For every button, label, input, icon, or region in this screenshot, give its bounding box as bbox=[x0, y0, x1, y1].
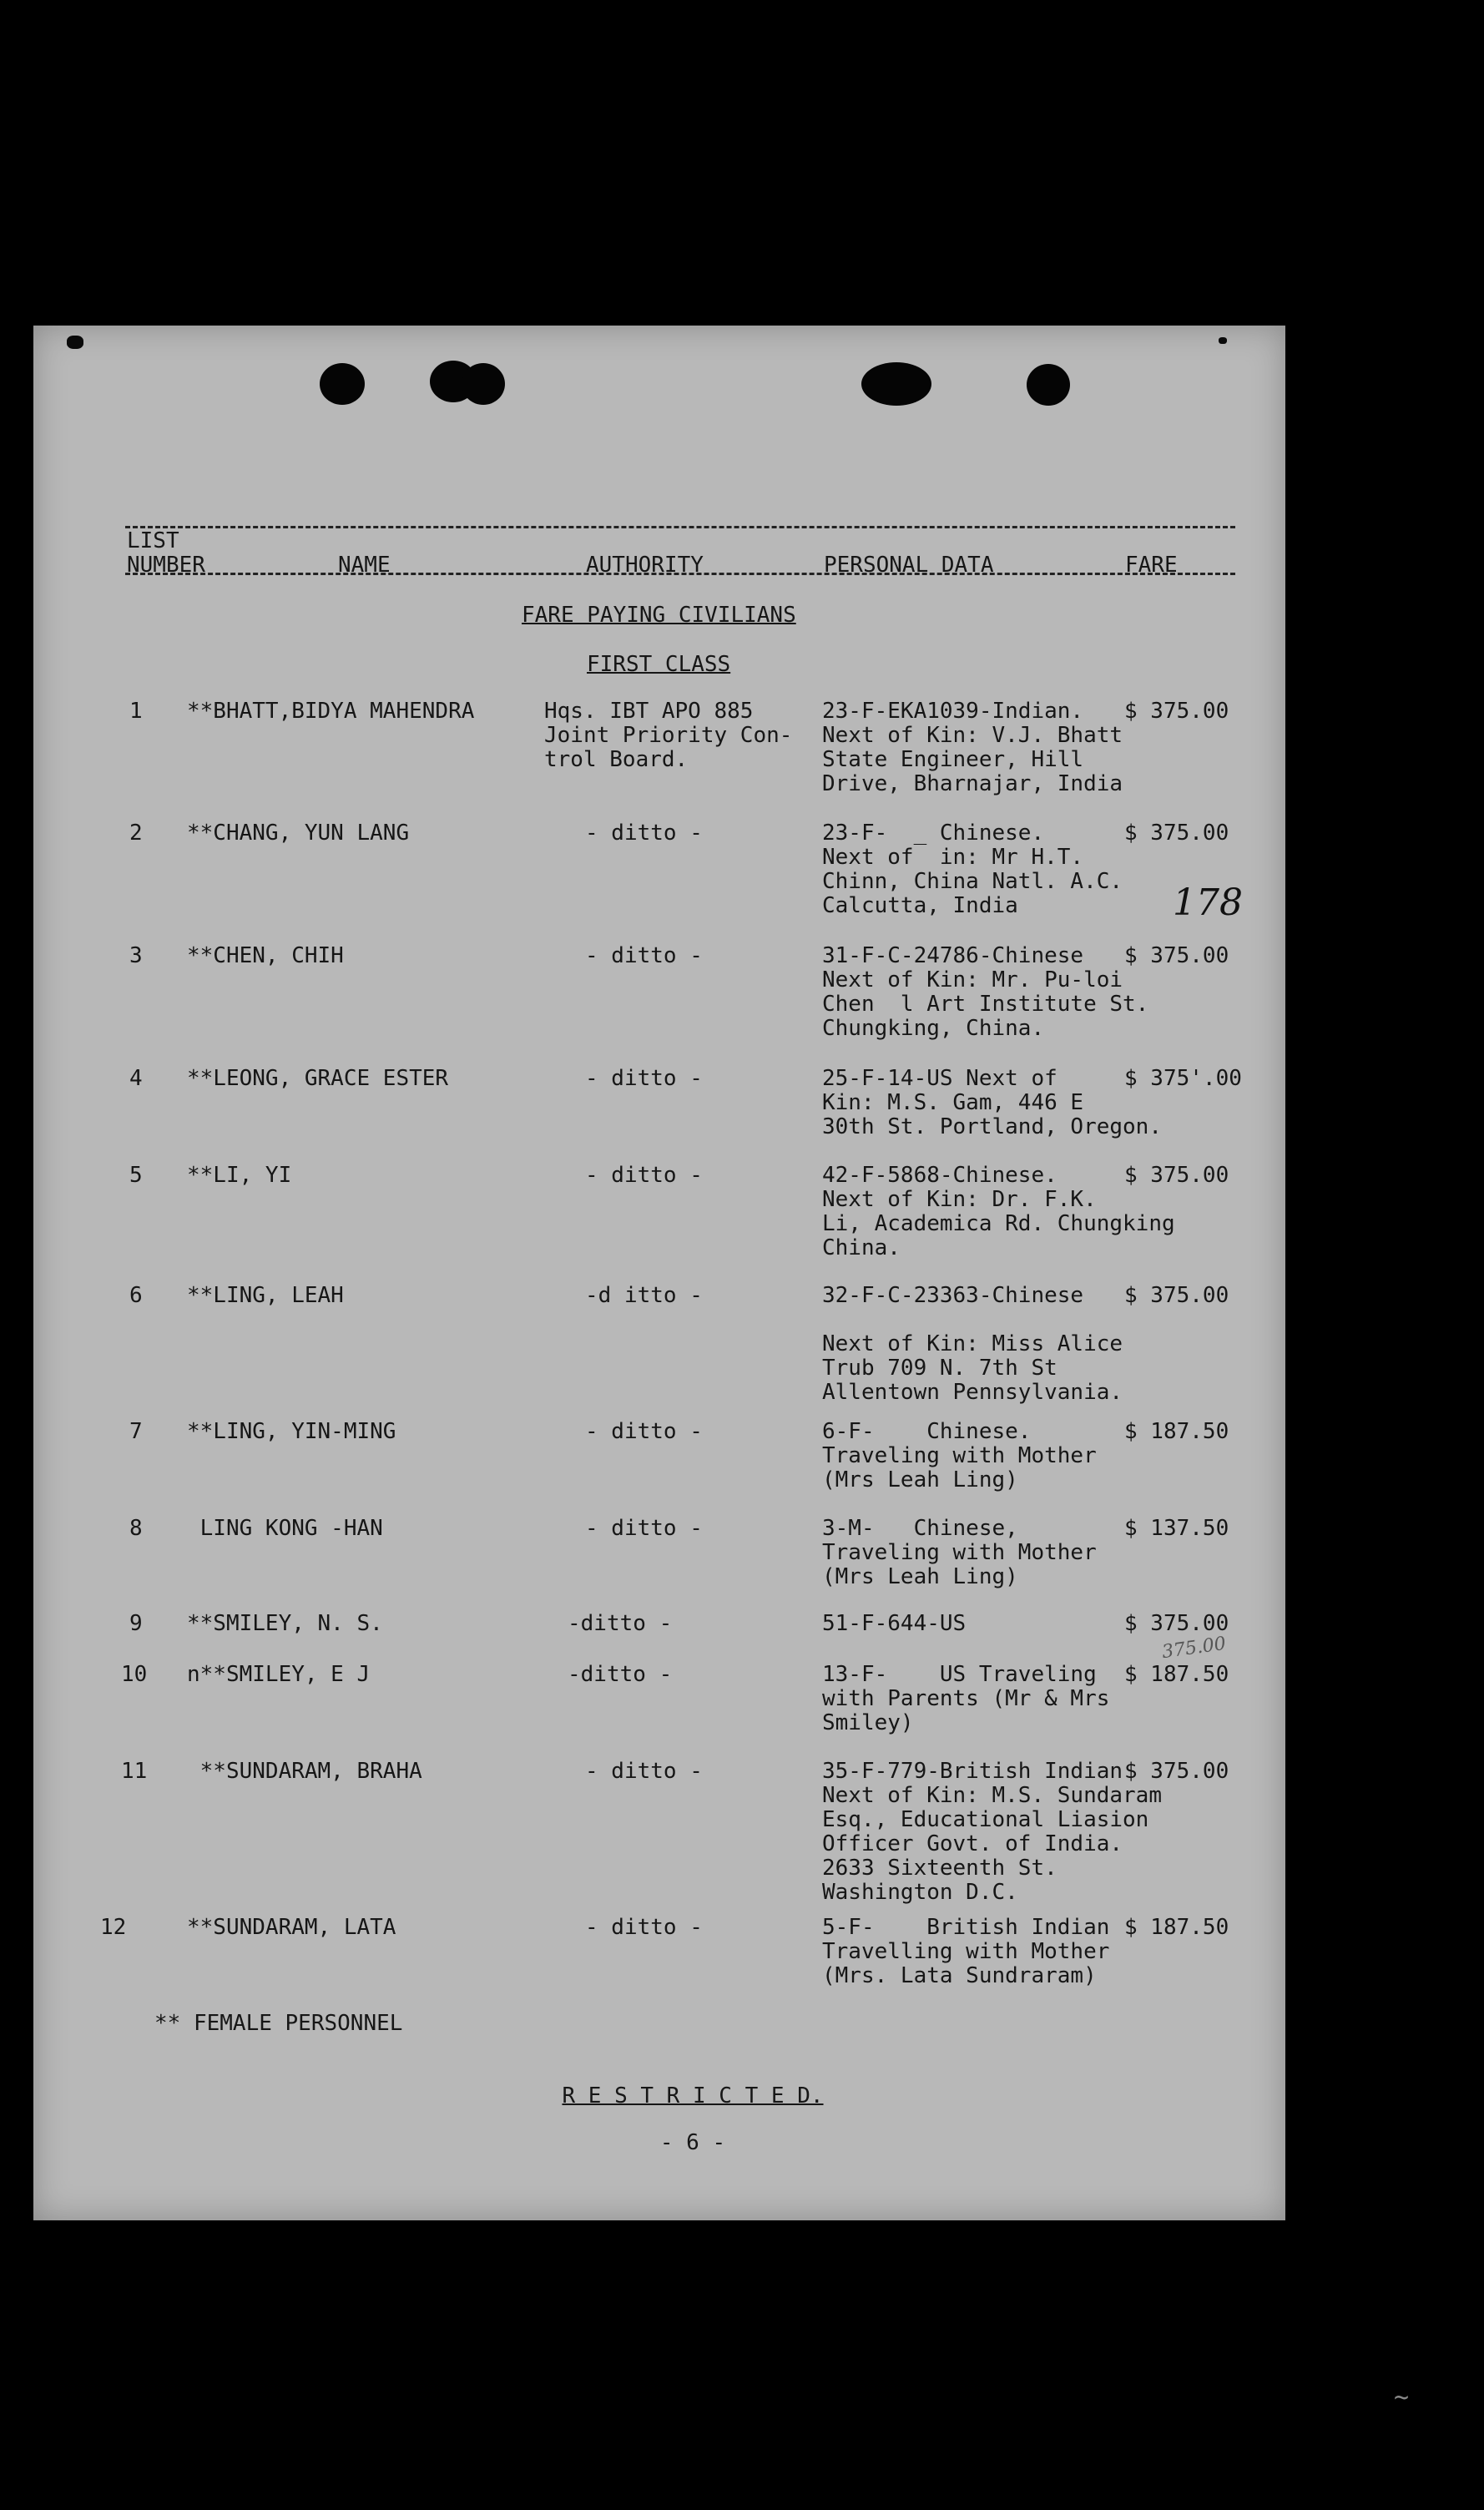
row-11-authority: - ditto - bbox=[585, 1759, 703, 1784]
row-2-num: 2 bbox=[129, 821, 143, 846]
row-11-fare: $ 375.00 bbox=[1124, 1759, 1229, 1784]
row-5-num: 5 bbox=[129, 1163, 143, 1188]
document-page bbox=[33, 326, 1285, 2220]
row-3-authority: - ditto - bbox=[585, 943, 703, 968]
row-3-name: **CHEN, CHIH bbox=[187, 943, 344, 968]
header-personal-data: PERSONAL DATA bbox=[824, 553, 994, 578]
row-7-authority: - ditto - bbox=[585, 1419, 703, 1444]
section-title: FARE PAYING CIVILIANS bbox=[522, 603, 796, 628]
row-2-authority: - ditto - bbox=[585, 821, 703, 846]
row-10-data: 13-F- US Traveling with Parents (Mr & Mrs Smiley) bbox=[822, 1662, 1110, 1735]
row-9-num: 9 bbox=[129, 1611, 143, 1636]
scan-mark: ~ bbox=[1394, 2383, 1410, 2412]
footnote: ** FEMALE PERSONNEL bbox=[154, 2011, 403, 2036]
row-11-data: 35-F-779-British Indian Next of Kin: M.S. Sundaram Esq., Educational Liasion Officer Govt. of India. 2633 Sixteenth St. Washington D.C. bbox=[822, 1759, 1162, 1905]
row-3-num: 3 bbox=[129, 943, 143, 968]
restricted-stamp: R E S T R I C T E D. bbox=[562, 2083, 824, 2109]
page-number: - 6 - bbox=[659, 2130, 726, 2155]
row-8-fare: $ 137.50 bbox=[1124, 1516, 1229, 1541]
header-rule-top bbox=[125, 526, 1235, 528]
row-9-authority: -ditto - bbox=[568, 1611, 673, 1636]
row-1-num: 1 bbox=[129, 699, 143, 724]
row-5-name: **LI, YI bbox=[187, 1163, 292, 1188]
row-2-fare: $ 375.00 bbox=[1124, 821, 1229, 846]
punch-hole bbox=[462, 363, 505, 405]
row-7-num: 7 bbox=[129, 1419, 143, 1444]
row-9-fare: $ 375.00 bbox=[1124, 1611, 1229, 1636]
row-12-fare: $ 187.50 bbox=[1124, 1915, 1229, 1940]
header-authority: AUTHORITY bbox=[586, 553, 704, 578]
row-6-fare: $ 375.00 bbox=[1124, 1283, 1229, 1308]
row-1-data: 23-F-EKA1039-Indian. Next of Kin: V.J. Bhatt State Engineer, Hill Drive, Bharnajar, India bbox=[822, 699, 1123, 796]
row-5-authority: - ditto - bbox=[585, 1163, 703, 1188]
row-2-data: 23-F- _ Chinese. Next of in: Mr H.T. Chinn, China Natl. A.C. Calcutta, India bbox=[822, 821, 1123, 918]
row-8-data: 3-M- Chinese, Traveling with Mother (Mrs Leah Ling) bbox=[822, 1516, 1097, 1589]
row-4-fare: $ 375'.00 bbox=[1124, 1066, 1242, 1091]
handwritten-page-number: 178 bbox=[1173, 881, 1243, 924]
row-7-fare: $ 187.50 bbox=[1124, 1419, 1229, 1444]
row-3-fare: $ 375.00 bbox=[1124, 943, 1229, 968]
row-4-num: 4 bbox=[129, 1066, 143, 1091]
row-10-num: 10 bbox=[121, 1662, 148, 1687]
row-1-authority: Hqs. IBT APO 885 Joint Priority Con- trol Board. bbox=[544, 699, 793, 772]
row-8-authority: - ditto - bbox=[585, 1516, 703, 1541]
row-8-num: 8 bbox=[129, 1516, 143, 1541]
header-fare: FARE bbox=[1125, 553, 1178, 578]
punch-hole bbox=[1027, 364, 1070, 406]
row-12-name: **SUNDARAM, LATA bbox=[187, 1915, 396, 1940]
pencil-fare-correction: 375.00 bbox=[1160, 1633, 1228, 1664]
row-1-fare: $ 375.00 bbox=[1124, 699, 1229, 724]
row-12-authority: - ditto - bbox=[585, 1915, 703, 1940]
row-7-name: **LING, YIN-MING bbox=[187, 1419, 396, 1444]
row-8-name: LING KONG -HAN bbox=[187, 1516, 383, 1541]
header-name: NAME bbox=[338, 553, 391, 578]
row-3-data: 31-F-C-24786-Chinese Next of Kin: Mr. Pu-loi Chen l Art Institute St. Chungking, China. bbox=[822, 943, 1149, 1041]
row-6-name: **LING, LEAH bbox=[187, 1283, 344, 1308]
row-4-data: 25-F-14-US Next of Kin: M.S. Gam, 446 E 30th St. Portland, Oregon. bbox=[822, 1066, 1162, 1139]
row-5-fare: $ 375.00 bbox=[1124, 1163, 1229, 1188]
row-10-name: n**SMILEY, E J bbox=[187, 1662, 371, 1687]
row-5-data: 42-F-5868-Chinese. Next of Kin: Dr. F.K. Li, Academica Rd. Chungking China. bbox=[822, 1163, 1175, 1260]
row-4-name: **LEONG, GRACE ESTER bbox=[187, 1066, 449, 1091]
row-9-name: **SMILEY, N. S. bbox=[187, 1611, 383, 1636]
row-10-authority: -ditto - bbox=[568, 1662, 673, 1687]
class-title: FIRST CLASS bbox=[587, 652, 731, 677]
row-9-data: 51-F-644-US bbox=[822, 1611, 967, 1636]
speck bbox=[1219, 337, 1227, 344]
row-7-data: 6-F- Chinese. Traveling with Mother (Mrs Leah Ling) bbox=[822, 1419, 1097, 1492]
row-2-name: **CHANG, YUN LANG bbox=[187, 821, 410, 846]
punch-hole bbox=[861, 362, 931, 406]
punch-hole bbox=[320, 363, 365, 405]
row-11-name: **SUNDARAM, BRAHA bbox=[187, 1759, 422, 1784]
row-11-num: 11 bbox=[121, 1759, 148, 1784]
row-6-num: 6 bbox=[129, 1283, 143, 1308]
speck bbox=[67, 336, 83, 349]
row-10-fare: $ 187.50 bbox=[1124, 1662, 1229, 1687]
row-6-authority: -d itto - bbox=[585, 1283, 703, 1308]
row-12-data: 5-F- British Indian Travelling with Mother (Mrs. Lata Sundraram) bbox=[822, 1915, 1110, 1988]
row-1-name: **BHATT,BIDYA MAHENDRA bbox=[187, 699, 475, 724]
row-6-data: 32-F-C-23363-Chinese Next of Kin: Miss Alice Trub 709 N. 7th St Allentown Pennsylvania. bbox=[822, 1283, 1123, 1405]
row-12-num: 12 bbox=[100, 1915, 127, 1940]
row-4-authority: - ditto - bbox=[585, 1066, 703, 1091]
header-list-number: LIST NUMBER bbox=[127, 528, 205, 578]
